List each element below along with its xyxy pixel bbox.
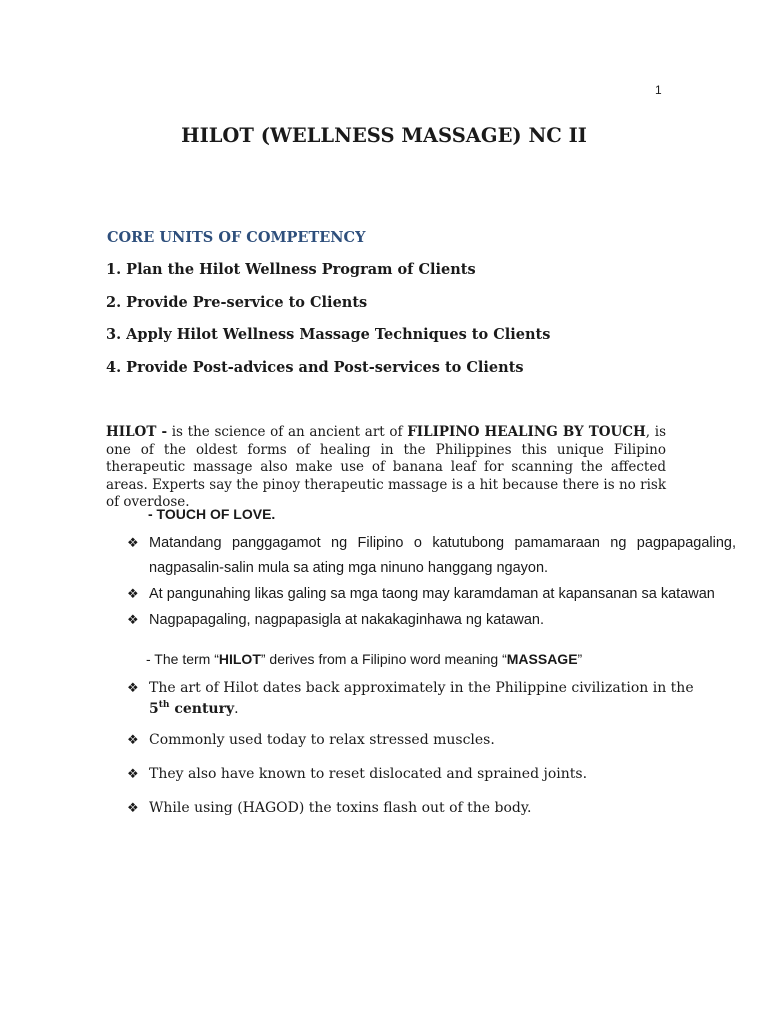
document-title: HILOT (WELLNESS MASSAGE) NC II xyxy=(181,124,587,147)
touch-of-love-line: - TOUCH OF LOVE. xyxy=(148,506,276,522)
century-line1: The art of Hilot dates back approximately in the Philippine civilization in the xyxy=(149,680,694,696)
diamond-bullet-icon: ❖ xyxy=(127,733,139,748)
diamond-bullet-icon: ❖ xyxy=(127,536,139,551)
core-unit-item: 1. Plan the Hilot Wellness Program of Clients xyxy=(106,261,476,278)
core-unit-item: 4. Provide Post-advices and Post-services to Clients xyxy=(106,358,524,376)
century-num: 5 xyxy=(149,701,159,717)
century-sup: th xyxy=(158,700,170,710)
core-units-list xyxy=(106,261,550,391)
diamond-bullet-icon: ❖ xyxy=(127,587,139,602)
term-massage: MASSAGE xyxy=(506,651,578,667)
term-pre: - The term “ xyxy=(146,651,219,667)
term-hilot: HILOT xyxy=(218,651,261,667)
diamond-bullet-icon: ❖ xyxy=(127,767,139,782)
core-units-heading: CORE UNITS OF COMPETENCY xyxy=(107,229,366,246)
page-number: 1 xyxy=(655,83,662,97)
bullet-text: Matandang panggagamot ng Filipino o katutubong pamamaraan ng pagpapagaling, xyxy=(149,535,736,551)
diamond-bullet-icon: ❖ xyxy=(127,801,139,816)
intro-text-part2: , is one of the oldest forms of healing in the Philippines this unique Filipino therapeutic massage also make use of banana leaf for scanning the affected areas. Experts say the pinoy therapeutic massage is a hit because there is no risk of overdose. xyxy=(106,424,667,510)
hilot-term: HILOT - xyxy=(106,424,168,440)
diamond-bullet-icon: ❖ xyxy=(127,613,139,628)
bullet-text: While using (HAGOD) the toxins flash out of the body. xyxy=(149,800,532,816)
term-mid: ” derives from a Filipino word meaning “ xyxy=(260,651,507,667)
intro-text-part1: is the science of an ancient art of xyxy=(167,424,408,440)
hilot-term-line xyxy=(146,651,582,667)
bullet-text: They also have known to reset dislocated and sprained joints. xyxy=(149,766,588,782)
bullet-text xyxy=(149,680,694,718)
hilot-definition-paragraph xyxy=(106,424,666,512)
century-end: . xyxy=(234,701,239,717)
term-post: ” xyxy=(577,651,583,667)
bullet-text: At pangunahing likas galing sa mga taong may karamdaman at kapansanan sa katawan xyxy=(149,586,715,602)
bullet-text: Nagpapagaling, nagpapasigla at nakakaginhawa ng katawan. xyxy=(149,612,545,628)
century-word: century xyxy=(169,701,235,717)
bullet-text: Commonly used today to relax stressed muscles. xyxy=(149,732,495,748)
intro-emphasis: FILIPINO HEALING BY TOUCH xyxy=(407,424,646,440)
diamond-bullet-icon: ❖ xyxy=(127,681,139,696)
bullet-text-continuation: nagpasalin-salin mula sa ating mga ninuno hanggang ngayon. xyxy=(149,560,549,576)
core-unit-item: 3. Apply Hilot Wellness Massage Techniques to Clients xyxy=(106,326,551,343)
core-unit-item: 2. Provide Pre-service to Clients xyxy=(106,293,368,311)
